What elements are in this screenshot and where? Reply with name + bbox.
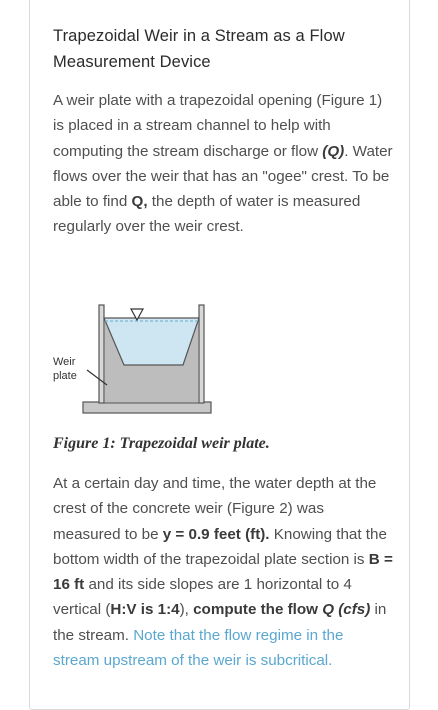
weir-label-line1: Weir [53, 356, 76, 368]
width-value: B = 16 ft [53, 550, 393, 594]
problem-title: Trapezoidal Weir in a Stream as a Flow Measurement Device [53, 27, 345, 71]
slope-value: H:V is 1:4 [110, 601, 180, 619]
ground-base [83, 402, 211, 413]
body-text-5: in the stream. [53, 601, 387, 644]
body-text-1: At a certain day and time, the water depth at the crest of the concrete weir (Figure 2) was measured to be [53, 475, 377, 543]
body-text-4: ), [179, 601, 194, 619]
ask-q-units: Q (cfs) [322, 601, 371, 619]
body-text-2: Knowing that the bottom width of the trapezoidal plate section is [53, 525, 387, 568]
body-paragraph [53, 471, 393, 673]
intro-q-bold: Q, [131, 193, 148, 211]
intro-text-3: the depth of water is measured regularly over the weir crest. [53, 193, 361, 236]
left-post [99, 305, 104, 403]
intro-paragraph [53, 88, 393, 264]
intro-text-1: A weir plate with a trapezoidal opening (Figure 1) is placed in a stream channel to help with computing the stream discharge or flow [53, 92, 383, 160]
problem-content [53, 23, 393, 670]
weir-label-line2: plate [53, 370, 77, 382]
figure-caption: Figure 1: Trapezoidal weir plate. [53, 435, 270, 452]
weir-diagram [53, 281, 393, 423]
depth-value: y = 0.9 feet (ft). [162, 525, 270, 543]
ask-text: compute the flow [193, 601, 323, 619]
intro-q-label: (Q) [322, 142, 345, 160]
right-post [199, 305, 204, 403]
weir-figure [53, 281, 393, 423]
intro-text-2: . Water flows over the weir that has an "ogee" crest. To be able to find [53, 142, 393, 211]
problem-card [29, 0, 410, 710]
body-text-3: and its side slopes are 1 horizontal to 4 vertical ( [53, 576, 352, 619]
subcritical-note: Note that the flow regime in the stream upstream of the weir is subcritical. [53, 626, 344, 670]
